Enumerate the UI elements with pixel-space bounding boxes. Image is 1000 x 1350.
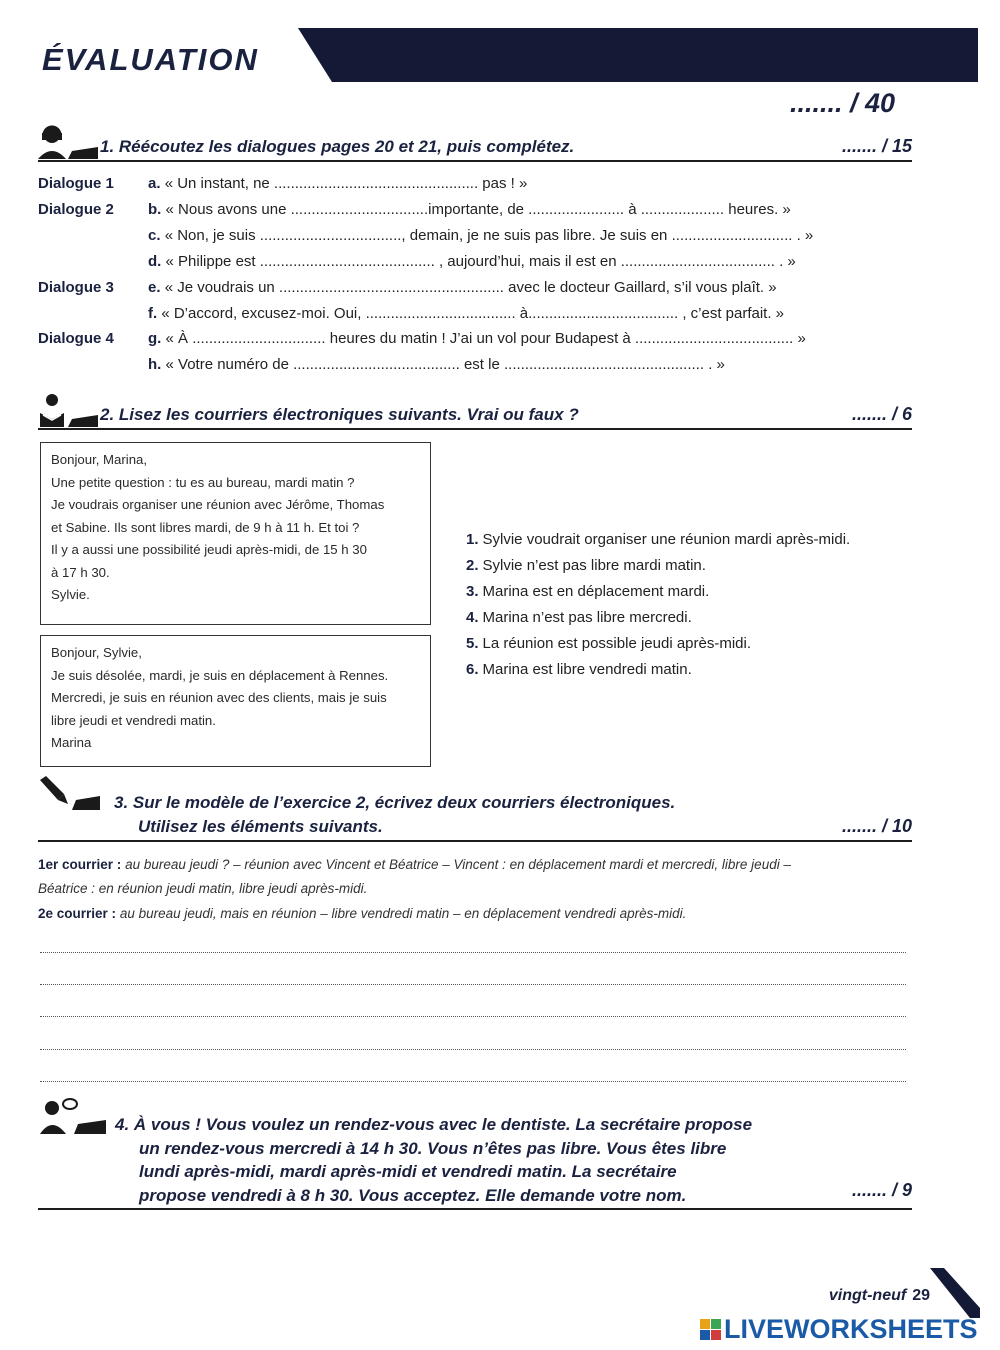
- writing-line[interactable]: [40, 1016, 906, 1017]
- fill-line-a[interactable]: a. « Un instant, ne ................................................. pas ! »: [148, 175, 528, 192]
- email-line: à 17 h 30.: [51, 564, 110, 580]
- section1-score: ....... / 15: [841, 136, 912, 156]
- section4-line: lundi après-midi, mardi après-midi et vendredi matin. La secrétaire: [139, 1162, 677, 1181]
- brand-text: LIVEWORKSHEETS: [724, 1313, 978, 1344]
- email-line: libre jeudi et vendredi matin.: [51, 712, 216, 728]
- writing-line[interactable]: [40, 1081, 906, 1082]
- reading-icon: [38, 393, 100, 427]
- email-line: Bonjour, Marina,: [51, 452, 148, 467]
- email-line: Je suis désolée, mardi, je suis en déplacement à Rennes.: [51, 667, 389, 683]
- section4-score: ....... / 9: [851, 1180, 912, 1200]
- courrier-1-cues-cont: Béatrice : en réunion jeudi matin, libre jeudi après-midi.: [38, 881, 368, 896]
- fill-line-h[interactable]: h. « Votre numéro de ........................................ est le ................................................ . »: [148, 356, 725, 373]
- section3-subtitle: Utilisez les éléments suivants.: [138, 817, 383, 836]
- email-line: Une petite question : tu es au bureau, mardi matin ?: [51, 474, 355, 490]
- writing-line[interactable]: [40, 984, 906, 985]
- section4-line: 4. À vous ! Vous voulez un rendez-vous avec le dentiste. La secrétaire propose: [115, 1115, 753, 1134]
- email-line: Sylvie.: [51, 587, 90, 602]
- fill-line-f[interactable]: f. « D’accord, excusez-moi. Oui, .................................... à.................................... , c’est parfait. »: [148, 305, 785, 322]
- fill-line-b[interactable]: b. « Nous avons une .................................importante, de ....................... à .................... heures. »: [148, 201, 791, 218]
- section3-heading: [38, 776, 912, 842]
- pencil-icon: [38, 776, 100, 810]
- dialogue-label: Dialogue 2: [38, 201, 114, 218]
- brand-icon: [700, 1319, 721, 1340]
- email-2: [40, 635, 431, 767]
- statement-3[interactable]: 3. Marina est en déplacement mardi.: [466, 583, 710, 600]
- statement-6[interactable]: 6. Marina est libre vendredi matin.: [466, 661, 692, 678]
- email-line: Marina: [51, 735, 92, 750]
- section3-title: 3. Sur le modèle de l’exercice 2, écrivez deux courriers électroniques.: [114, 793, 676, 812]
- section4-line: propose vendredi à 8 h 30. Vous acceptez. Elle demande votre nom.: [139, 1185, 687, 1205]
- email-line: et Sabine. Ils sont libres mardi, de 9 h à 11 h. Et toi ?: [51, 519, 360, 535]
- section4-rule: [38, 1208, 912, 1210]
- total-score: ....... / 40: [789, 88, 895, 118]
- fill-line-e[interactable]: e. « Je voudrais un ...................................................... avec le docteur Gaillard, s’il vous plaît. »: [148, 279, 777, 296]
- speaking-icon: [40, 1096, 108, 1134]
- statement-2[interactable]: 2. Sylvie n’est pas libre mardi matin.: [466, 557, 706, 574]
- dialogue-label: Dialogue 3: [38, 279, 114, 296]
- corner-mark: [930, 1268, 980, 1318]
- email-line: Bonjour, Sylvie,: [51, 645, 142, 660]
- fill-line-d[interactable]: d. « Philippe est .......................................... , aujourd’hui, mais il est en ..................................... . »: [148, 253, 796, 270]
- page-title: ÉVALUATION: [42, 42, 259, 77]
- email-line: Mercredi, je suis en réunion avec des clients, mais je suis: [51, 690, 387, 705]
- section2-title: 2. Lisez les courriers électroniques suivants. Vrai ou faux ?: [100, 405, 579, 424]
- email-1: [40, 442, 431, 625]
- section4-line: un rendez-vous mercredi à 14 h 30. Vous n’êtes pas libre. Vous êtes libre: [139, 1138, 727, 1158]
- statement-1[interactable]: 1. Sylvie voudrait organiser une réunion mardi après-midi.: [466, 531, 851, 548]
- header-banner: [298, 28, 978, 82]
- section4-instructions: [115, 1113, 815, 1207]
- dialogue-label: Dialogue 1: [38, 175, 114, 192]
- section3-score: ....... / 10: [841, 816, 912, 836]
- email-line: Je voudrais organiser une réunion avec Jérôme, Thomas: [51, 497, 385, 512]
- section2-heading: [38, 392, 912, 430]
- fill-line-c[interactable]: c. « Non, je suis .................................., demain, je ne suis pas libre. Je suis en ............................. . »: [148, 227, 814, 244]
- courrier-1-cues: 1er courrier : au bureau jeudi ? – réunion avec Vincent et Béatrice – Vincent : en déplacement mardi et mercredi, libre jeudi –: [38, 857, 791, 872]
- listening-icon: [38, 125, 100, 159]
- page-number: vingt-neuf 29: [828, 1287, 930, 1304]
- writing-line[interactable]: [40, 1049, 906, 1050]
- dialogue-label: Dialogue 4: [38, 330, 114, 347]
- statement-5[interactable]: 5. La réunion est possible jeudi après-midi.: [466, 635, 751, 652]
- section1-heading: [38, 124, 912, 162]
- email-line: Il y a aussi une possibilité jeudi après-midi, de 15 h 30: [51, 542, 367, 557]
- section1-title: 1. Réécoutez les dialogues pages 20 et 21, puis complétez.: [100, 137, 575, 156]
- liveworksheets-logo: [700, 1314, 978, 1344]
- fill-line-g[interactable]: g. « À ................................ heures du matin ! J’ai un vol pour Budapest à ...................................... »: [148, 330, 806, 347]
- section2-score: ....... / 6: [851, 404, 912, 424]
- writing-line[interactable]: [40, 952, 906, 953]
- statement-4[interactable]: 4. Marina n’est pas libre mercredi.: [466, 609, 692, 626]
- courrier-2-cues: 2e courrier : au bureau jeudi, mais en réunion – libre vendredi matin – en déplacement vendredi après-midi.: [38, 906, 687, 921]
